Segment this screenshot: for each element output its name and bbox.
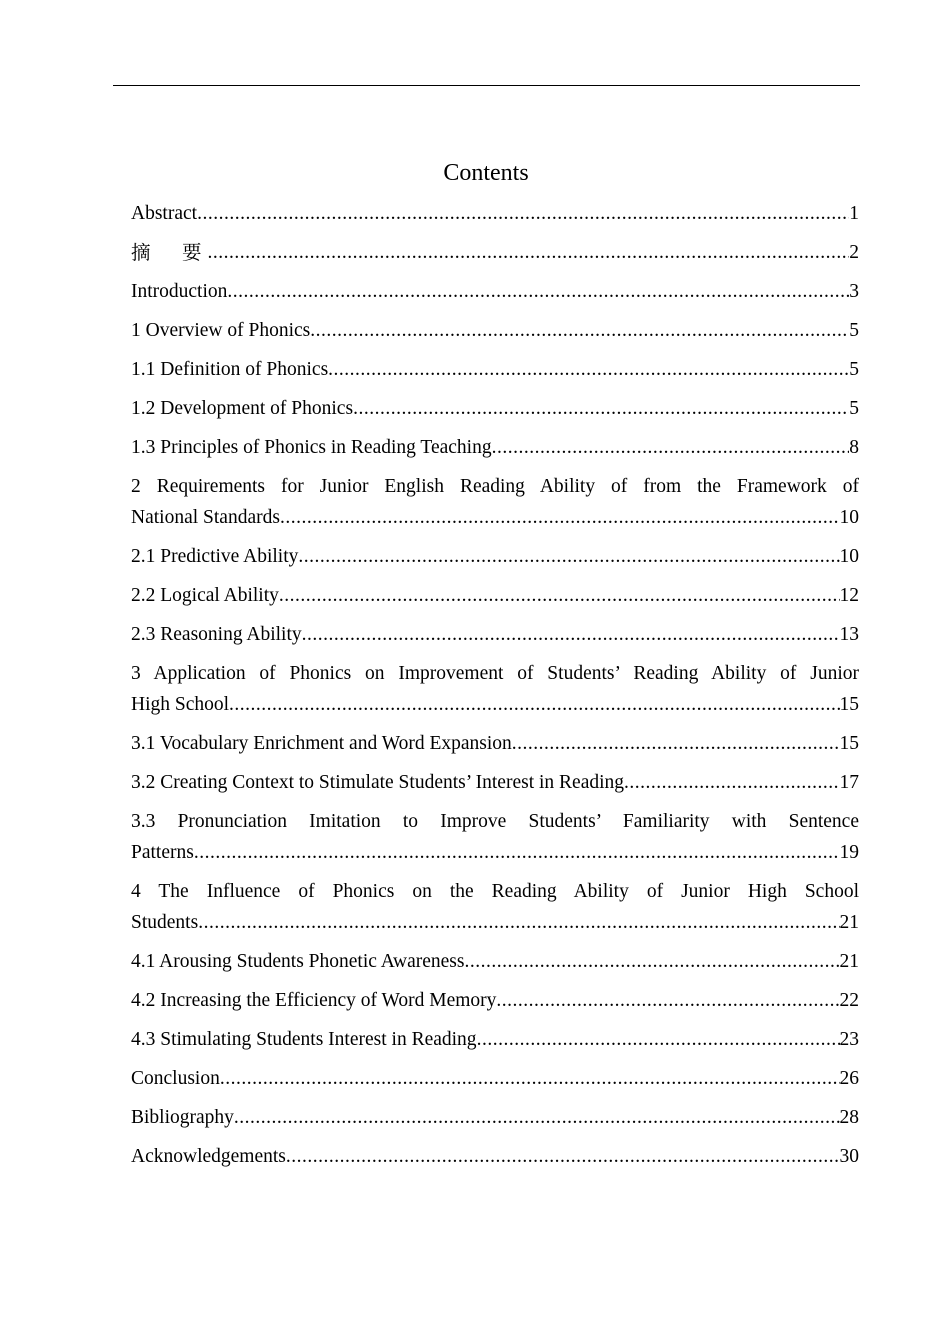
toc-entry-page: 23 (839, 1029, 859, 1050)
dot-leader (208, 237, 850, 268)
dot-leader (286, 1141, 840, 1172)
dot-leader (298, 541, 839, 572)
toc-entry-page: 21 (839, 912, 859, 933)
dot-leader (229, 689, 839, 720)
toc-entry-page: 15 (839, 733, 859, 754)
toc-entry-page: 1 (849, 203, 859, 224)
toc-entry-section-1-3[interactable] (131, 432, 859, 463)
toc-entry-label: 2.3 Reasoning Ability (131, 624, 302, 645)
toc-entry-chapter-4[interactable] (131, 876, 859, 938)
dot-leader (234, 1102, 840, 1133)
toc-entry-acknowledgements[interactable] (131, 1141, 859, 1172)
toc-entry-abstract[interactable] (131, 198, 859, 229)
dot-leader (227, 276, 849, 307)
toc-entry-page: 21 (839, 951, 859, 972)
toc-entry-chapter-2[interactable] (131, 471, 859, 533)
toc-entry-label-line2: High School (131, 694, 230, 715)
toc-entry-conclusion[interactable] (131, 1063, 859, 1094)
toc-entry-label-line1: 4 The Influence of Phonics on the Reading Ability of Junior High School (131, 881, 859, 902)
dot-leader (198, 907, 839, 938)
table-of-contents (131, 198, 859, 1180)
toc-entry-chapter-1[interactable] (131, 315, 859, 346)
toc-entry-page: 12 (839, 585, 859, 606)
toc-entry-section-4-3[interactable] (131, 1024, 859, 1055)
toc-entry-label: 2.1 Predictive Ability (131, 546, 299, 567)
toc-entry-section-3-3[interactable] (131, 806, 859, 868)
dot-leader (492, 432, 850, 463)
toc-entry-label-line2: National Standards (131, 507, 280, 528)
toc-entry-label: 2.2 Logical Ability (131, 585, 279, 606)
toc-entry-chapter-3[interactable] (131, 658, 859, 720)
toc-entry-page: 19 (839, 842, 859, 863)
dot-leader (220, 1063, 840, 1094)
toc-entry-page: 8 (849, 437, 859, 458)
toc-entry-section-2-2[interactable] (131, 580, 859, 611)
toc-entry-page: 5 (849, 398, 859, 419)
dot-leader (512, 728, 840, 759)
toc-entry-label: Abstract (131, 203, 198, 224)
toc-entry-page: 2 (849, 242, 859, 263)
toc-entry-page: 30 (839, 1146, 859, 1167)
toc-entry-introduction[interactable] (131, 276, 859, 307)
toc-entry-page: 22 (839, 990, 859, 1011)
toc-entry-label-line1: 2 Requirements for Junior English Reading Ability of from the Framework of (131, 476, 859, 497)
toc-entry-section-4-1[interactable] (131, 946, 859, 977)
toc-title: Contents (443, 160, 529, 186)
toc-entry-page: 3 (849, 281, 859, 302)
toc-entry-label: 1.1 Definition of Phonics (131, 359, 329, 380)
dot-leader (477, 1024, 840, 1055)
toc-entry-label-line1: 3.3 Pronunciation Imitation to Improve Students’ Familiarity with Sentence (131, 811, 859, 832)
dot-leader (197, 198, 849, 229)
toc-entry-section-3-2[interactable] (131, 767, 859, 798)
toc-entry-bibliography[interactable] (131, 1102, 859, 1133)
toc-entry-page: 13 (839, 624, 859, 645)
toc-entry-section-2-1[interactable] (131, 541, 859, 572)
toc-entry-label: 3.1 Vocabulary Enrichment and Word Expansion (131, 733, 512, 754)
toc-entry-label: 1.3 Principles of Phonics in Reading Teaching (131, 437, 492, 458)
toc-entry-label: 4.2 Increasing the Efficiency of Word Memory (131, 990, 497, 1011)
dot-leader (353, 393, 849, 424)
toc-entry-label-line2: Patterns (131, 842, 194, 863)
toc-entry-page: 10 (839, 507, 859, 528)
dot-leader (464, 946, 839, 977)
toc-entry-label: 摘 要 (131, 241, 208, 264)
toc-entry-section-2-3[interactable] (131, 619, 859, 650)
toc-entry-section-1-2[interactable] (131, 393, 859, 424)
toc-entry-section-3-1[interactable] (131, 728, 859, 759)
toc-entry-label: 1 Overview of Phonics (131, 320, 311, 341)
dot-leader (624, 767, 839, 798)
toc-entry-label: 4.1 Arousing Students Phonetic Awareness (131, 951, 465, 972)
toc-entry-label: 3.2 Creating Context to Stimulate Students’ Interest in Reading (131, 772, 625, 793)
dot-leader (328, 354, 849, 385)
toc-entry-label: Bibliography (131, 1107, 234, 1128)
toc-entry-page: 15 (839, 694, 859, 715)
toc-entry-page: 17 (839, 772, 859, 793)
toc-entry-page: 26 (839, 1068, 859, 1089)
dot-leader (310, 315, 849, 346)
toc-entry-label: Acknowledgements (131, 1146, 286, 1167)
dot-leader (496, 985, 839, 1016)
toc-entry-page: 5 (849, 359, 859, 380)
header-rule (113, 85, 860, 86)
toc-entry-label: Introduction (131, 281, 228, 302)
toc-entry-page: 5 (849, 320, 859, 341)
dot-leader (194, 837, 840, 868)
dot-leader (280, 502, 840, 533)
toc-entry-page: 28 (839, 1107, 859, 1128)
toc-entry-page: 10 (839, 546, 859, 567)
toc-entry-label: Conclusion (131, 1068, 220, 1089)
toc-entry-section-1-1[interactable] (131, 354, 859, 385)
dot-leader (302, 619, 840, 650)
toc-entry-label-line1: 3 Application of Phonics on Improvement of Students’ Reading Ability of Junior (131, 663, 859, 684)
toc-entry-chinese-abstract[interactable] (131, 237, 859, 268)
toc-entry-label: 4.3 Stimulating Students Interest in Reading (131, 1029, 477, 1050)
toc-entry-section-4-2[interactable] (131, 985, 859, 1016)
toc-entry-label: 1.2 Development of Phonics (131, 398, 354, 419)
toc-entry-label-line2: Students (131, 912, 199, 933)
dot-leader (279, 580, 840, 611)
